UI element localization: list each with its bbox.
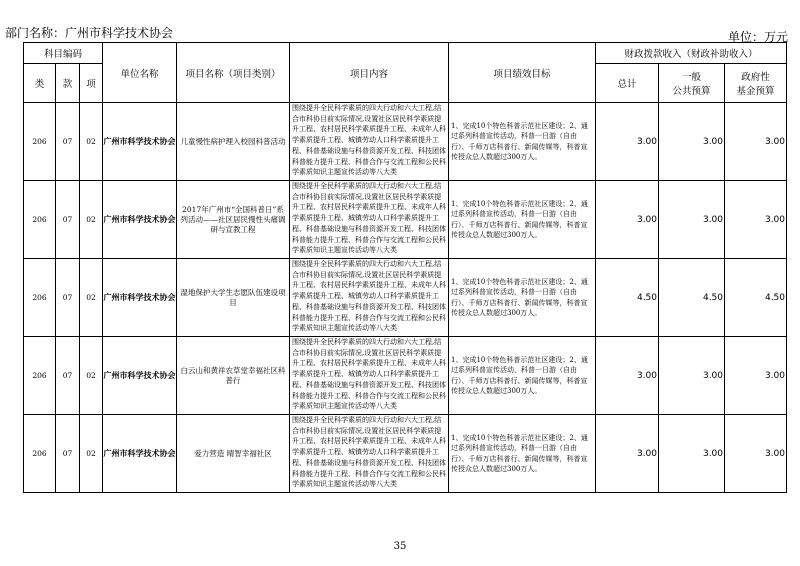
project-cell: 儿童慢性病护理入校园科普活动	[177, 103, 290, 181]
general-budget-cell: 3.00	[659, 103, 725, 181]
project-cell: 爱力营造 晴智幸福社区	[177, 415, 290, 493]
table-row	[24, 259, 787, 337]
lei-cell: 206	[24, 415, 56, 493]
xiang-cell: 02	[80, 337, 103, 415]
table-row	[24, 415, 787, 493]
xiang-cell: 02	[80, 103, 103, 181]
fiscal-header: 财政拨款收入（财政补助收入）	[596, 43, 787, 64]
project-cell: 2017年广州市“全国科普日”系列活动——社区居民慢性头痛调研与宣教工程	[177, 181, 290, 259]
total-cell: 3.00	[596, 415, 659, 493]
kuan-header: 款	[56, 64, 80, 103]
general-budget-header-line2: 公共预算	[672, 86, 711, 97]
gov-fund-header-line1: 政府性	[741, 72, 770, 83]
kuan-cell: 07	[56, 415, 80, 493]
subject-code-header: 科目编码	[24, 43, 103, 64]
general-budget-cell: 3.00	[659, 181, 725, 259]
org-cell: 广州市科学技术协会	[103, 103, 177, 181]
project-content-header: 项目内容	[290, 43, 449, 103]
content-cell: 围绕提升全民科学素质的四大行动和六大工程,结合市科协目前实际情况,设置社区居民科学素质提升工程、农村居民科学素质提升工程、未成年人科学素质提升工程、城镇劳动人口科学素质提升工程、科普基础设施与科普资源开发工程、科技团体科普能力提升工程、科普合作与交流工程和公民科学素质知识主题宣传活动等八大类	[290, 415, 449, 493]
kuan-cell: 07	[56, 181, 80, 259]
goal-cell: 1、完成10个特色科普示范社区建设；2、通过系列科普宣传活动，科普一日游（自由行）、千师万店科普行、新闻传媒等，科普宣传授众总人数超过300万人。	[449, 181, 596, 259]
lei-cell: 206	[24, 181, 56, 259]
gov-fund-cell: 3.00	[725, 181, 787, 259]
xiang-header: 项	[80, 64, 103, 103]
general-budget-header-line1: 一般	[682, 72, 702, 83]
total-cell: 3.00	[596, 337, 659, 415]
header-row-1	[24, 43, 787, 64]
kuan-cell: 07	[56, 259, 80, 337]
content-cell: 围绕提升全民科学素质的四大行动和六大工程,结合市科协目前实际情况,设置社区居民科学素质提升工程、农村居民科学素质提升工程、未成年人科学素质提升工程、城镇劳动人口科学素质提升工程、科普基础设施与科普资源开发工程、科技团体科普能力提升工程、科普合作与交流工程和公民科学素质知识主题宣传活动等八大类	[290, 259, 449, 337]
gov-fund-cell: 3.00	[725, 415, 787, 493]
gov-fund-cell: 3.00	[725, 337, 787, 415]
xiang-cell: 02	[80, 415, 103, 493]
total-cell: 3.00	[596, 103, 659, 181]
gov-fund-cell: 3.00	[725, 103, 787, 181]
content-cell: 围绕提升全民科学素质的四大行动和六大工程,结合市科协目前实际情况,设置社区居民科学素质提升工程、农村居民科学素质提升工程、未成年人科学素质提升工程、城镇劳动人口科学素质提升工程、科普基础设施与科普资源开发工程、科技团体科普能力提升工程、科普合作与交流工程和公民科学素质知识主题宣传活动等八大类	[290, 337, 449, 415]
kuan-cell: 07	[56, 337, 80, 415]
table-row	[24, 181, 787, 259]
general-budget-cell: 3.00	[659, 415, 725, 493]
table-row	[24, 337, 787, 415]
project-name-header: 项目名称（项目类别）	[177, 43, 290, 103]
org-cell: 广州市科学技术协会	[103, 337, 177, 415]
page-number: 35	[393, 541, 407, 552]
goal-cell: 1、完成10个特色科普示范社区建设；2、通过系列科普宣传活动，科普一日游（自由行）、千师万店科普行、新闻传媒等，科普宣传授众总人数超过300万人。	[449, 415, 596, 493]
project-cell: 湿地保护大学生志愿队伍建设项目	[177, 259, 290, 337]
org-cell: 广州市科学技术协会	[103, 415, 177, 493]
org-cell: 广州市科学技术协会	[103, 259, 177, 337]
total-cell: 3.00	[596, 181, 659, 259]
kuan-cell: 07	[56, 103, 80, 181]
xiang-cell: 02	[80, 181, 103, 259]
goal-cell: 1、完成10个特色科普示范社区建设；2、通过系列科普宣传活动，科普一日游（自由行）、千师万店科普行、新闻传媒等，科普宣传授众总人数超过300万人。	[449, 337, 596, 415]
gov-fund-header-line2: 基金预算	[736, 86, 775, 97]
lei-cell: 206	[24, 103, 56, 181]
gov-fund-cell: 4.50	[725, 259, 787, 337]
lei-header: 类	[24, 64, 56, 103]
org-cell: 广州市科学技术协会	[103, 181, 177, 259]
total-cell: 4.50	[596, 259, 659, 337]
goal-cell: 1、完成10个特色科普示范社区建设；2、通过系列科普宣传活动，科普一日游（自由行）、千师万店科普行、新闻传媒等，科普宣传授众总人数超过300万人。	[449, 103, 596, 181]
xiang-cell: 02	[80, 259, 103, 337]
project-cell: 白云山和黄祥农草堂幸福社区科普行	[177, 337, 290, 415]
unit-label: 单位：万元	[727, 30, 788, 44]
department-name: 部门名称：广州市科学技术协会	[5, 26, 174, 40]
gov-fund-header	[725, 64, 787, 103]
budget-table	[23, 42, 787, 493]
total-header: 总计	[596, 64, 659, 103]
general-budget-header	[659, 64, 725, 103]
content-cell: 围绕提升全民科学素质的四大行动和六大工程,结合市科协目前实际情况,设置社区居民科学素质提升工程、农村居民科学素质提升工程、未成年人科学素质提升工程、城镇劳动人口科学素质提升工程、科普基础设施与科普资源开发工程、科技团体科普能力提升工程、科普合作与交流工程和公民科学素质知识主题宣传活动等八大类	[290, 103, 449, 181]
lei-cell: 206	[24, 259, 56, 337]
lei-cell: 206	[24, 337, 56, 415]
general-budget-cell: 4.50	[659, 259, 725, 337]
performance-header: 项目绩效目标	[449, 43, 596, 103]
general-budget-cell: 3.00	[659, 337, 725, 415]
goal-cell: 1、完成10个特色科普示范社区建设；2、通过系列科普宣传活动，科普一日游（自由行）、千师万店科普行、新闻传媒等，科普宣传授众总人数超过300万人。	[449, 259, 596, 337]
content-cell: 围绕提升全民科学素质的四大行动和六大工程,结合市科协目前实际情况,设置社区居民科学素质提升工程、农村居民科学素质提升工程、未成年人科学素质提升工程、城镇劳动人口科学素质提升工程、科普基础设施与科普资源开发工程、科技团体科普能力提升工程、科普合作与交流工程和公民科学素质知识主题宣传活动等八大类	[290, 181, 449, 259]
org-name-header: 单位名称	[103, 43, 177, 103]
table-row	[24, 103, 787, 181]
